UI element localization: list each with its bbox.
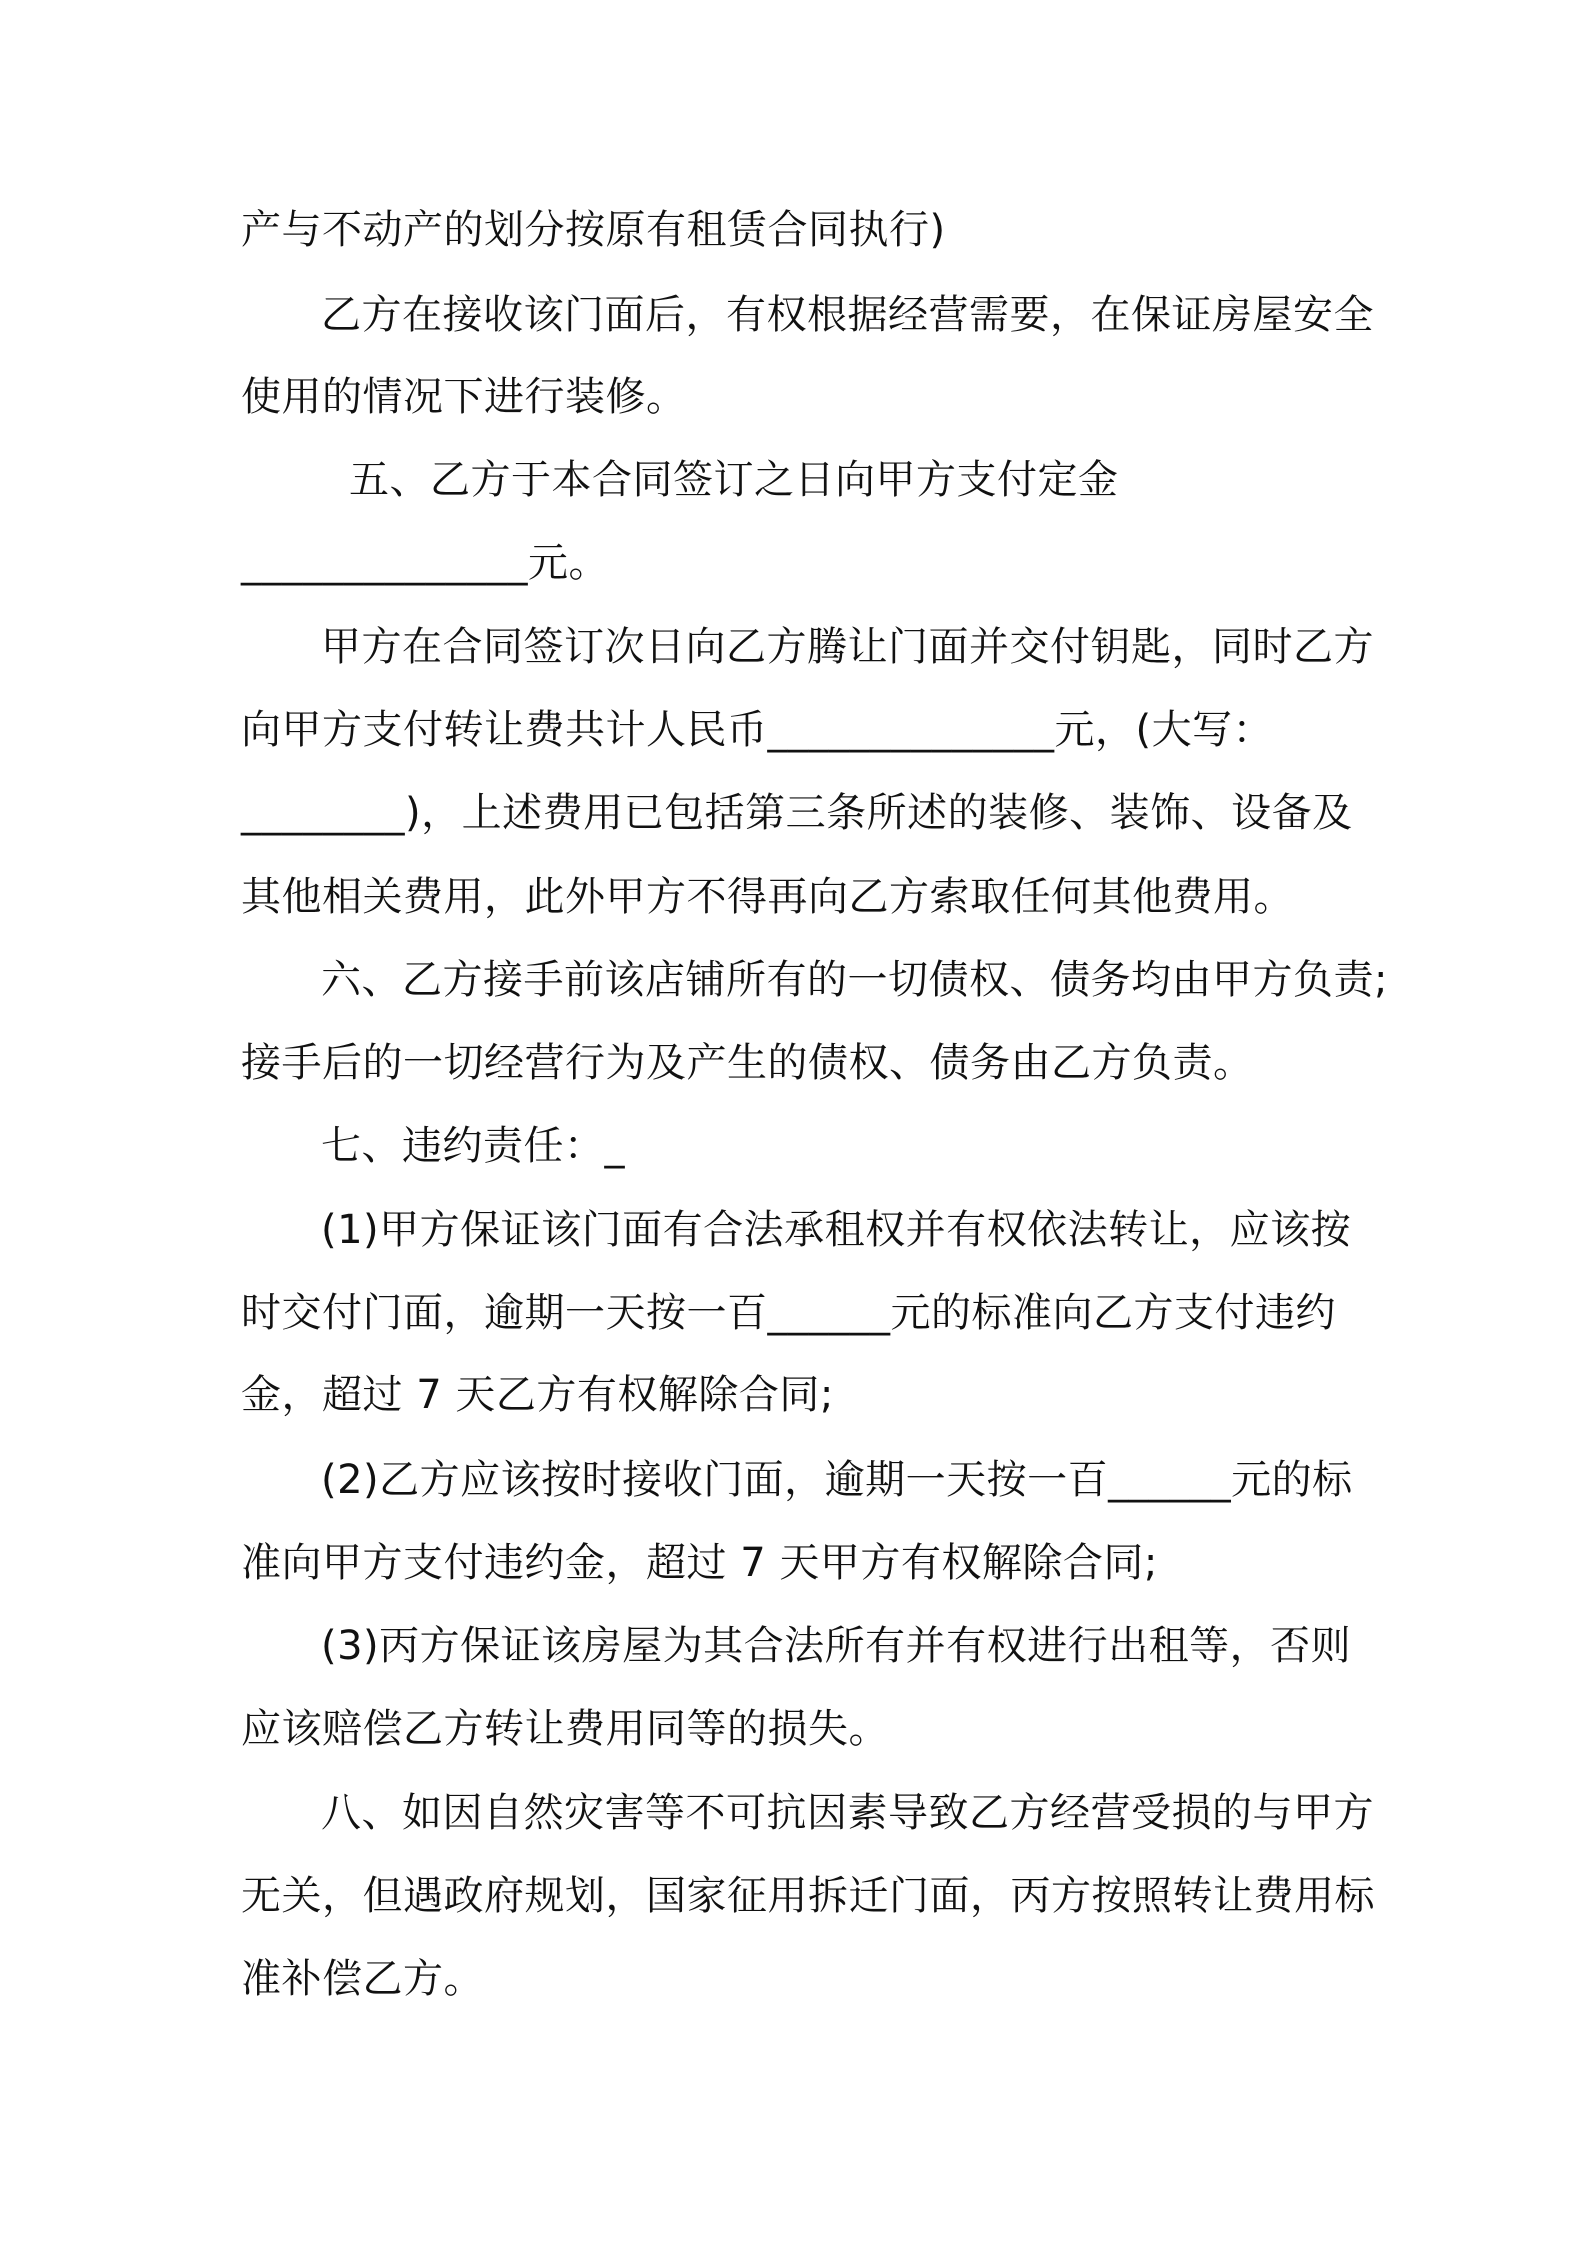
- text-line: 其他相关费用，此外甲方不得再向乙方索取任何其他费用。: [241, 874, 1294, 920]
- text-line: 时交付门面，逾期一天按一百______元的标准向乙方支付违约: [241, 1290, 1336, 1336]
- text-line: 准向甲方支付违约金，超过 7 天甲方有权解除合同;: [241, 1540, 1158, 1586]
- text-line: 金，超过 7 天乙方有权解除合同;: [241, 1372, 834, 1418]
- text-line: 接手后的一切经营行为及产生的债权、债务由乙方负责。: [241, 1040, 1254, 1086]
- text-line: (3)丙方保证该房屋为其合法所有并有权进行出租等，否则: [321, 1623, 1352, 1669]
- text-line: 乙方在接收该门面后，有权根据经营需要，在保证房屋安全: [321, 292, 1374, 338]
- text-line: ______________元。: [241, 540, 609, 586]
- text-line: 使用的情况下进行装修。: [241, 374, 687, 420]
- text-line: 应该赔偿乙方转让费用同等的损失。: [241, 1706, 889, 1752]
- text-line: (1)甲方保证该门面有合法承租权并有权依法转让，应该按: [321, 1207, 1352, 1253]
- section-heading: 八、如因自然灾害等不可抗因素导致乙方经营受损的与甲方: [321, 1790, 1374, 1836]
- text-line: 无关，但遇政府规划，国家征用拆迁门面，丙方按照转让费用标: [241, 1873, 1375, 1919]
- section-heading: 五、乙方于本合同签订之日向甲方支付定金: [349, 457, 1119, 503]
- section-heading: 七、违约责任：_: [321, 1123, 625, 1169]
- text-line: (2)乙方应该按时接收门面，逾期一天按一百______元的标: [321, 1457, 1353, 1503]
- text-line: 甲方在合同签订次日向乙方腾让门面并交付钥匙，同时乙方: [321, 624, 1374, 670]
- section-heading: 六、乙方接手前该店铺所有的一切债权、债务均由甲方负责;: [321, 957, 1388, 1003]
- text-line: 向甲方支付转让费共计人民币______________元，(大写：: [241, 707, 1274, 753]
- text-line: 准补偿乙方。: [241, 1956, 484, 2002]
- text-line: 产与不动产的划分按原有租赁合同执行): [241, 207, 946, 253]
- text-line: ________)，上述费用已包括第三条所述的装修、装饰、设备及: [241, 790, 1353, 836]
